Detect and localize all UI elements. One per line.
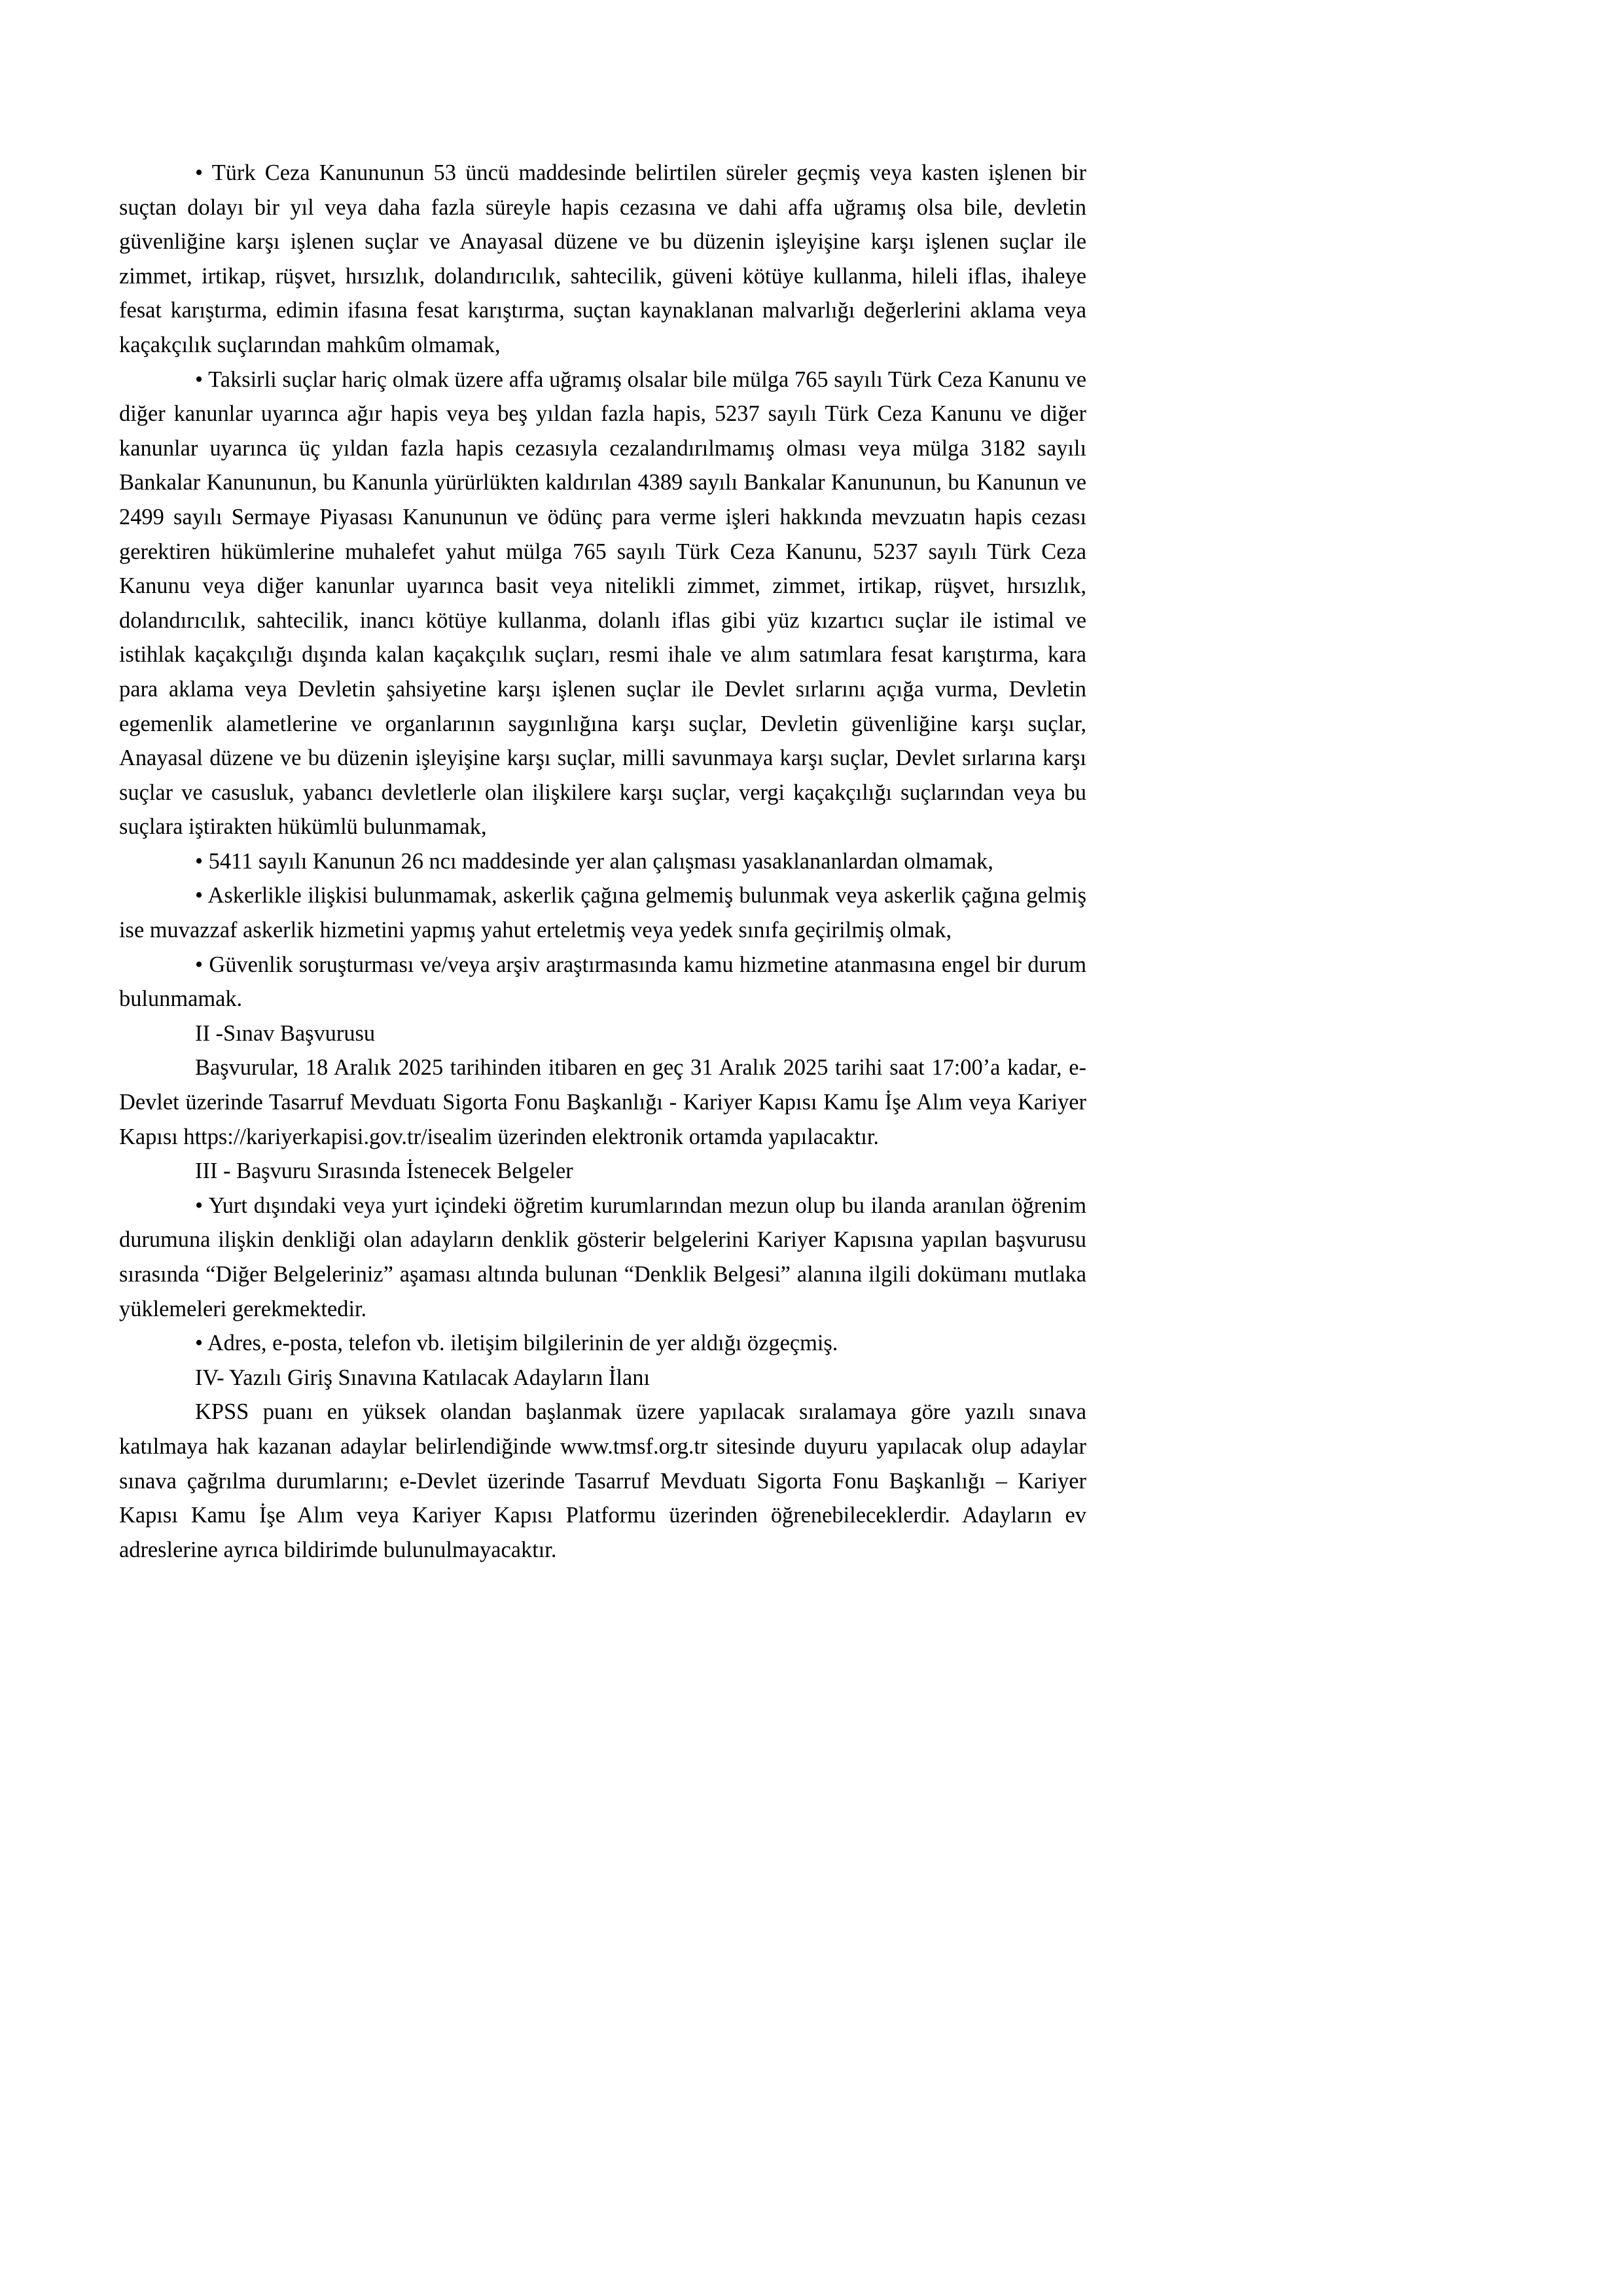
requirement-work-ban: • 5411 sayılı Kanunun 26 ncı maddesinde yer alan çalışması yasaklananlardan olmamak,: [195, 848, 993, 874]
section-heading-documents: III - Başvuru Sırasında İstenecek Belgeler: [195, 1158, 573, 1184]
requirement-military: • Askerlikle ilişkisi bulunmamak, askerlik çağına gelmemiş bulunmak veya askerlik çağına gelmiş ise muvazzaf askerlik hizmetini yapmış yahut erteletmiş veya yedek sınıfa geçirilmiş olmak,: [119, 883, 1086, 943]
document-page: [119, 156, 1086, 1567]
document-cv: • Adres, e-posta, telefon vb. iletişim bilgilerinin de yer aldığı özgeçmiş.: [195, 1331, 838, 1356]
section-heading-application: II -Sınav Başvurusu: [195, 1020, 376, 1046]
announcement-info: KPSS puanı en yüksek olandan başlanmak üzere yapılacak sıralamaya göre yazılı sınava katılmaya hak kazanan adaylar belirlendiğinde www.tmsf.org.tr sitesinde duyuru yapılacak olup adaylar sınava çağrılma durumlarını; e-Devlet üzerinde Tasarruf Mevduatı Sigorta Fonu Başkanlığı – Kariyer Kapısı Kamu İşe Alım veya Kariyer Kapısı Platformu üzerinden öğrenebileceklerdir. Adayların ev adreslerine ayrıca bildirimde bulunulmayacaktır.: [119, 1399, 1086, 1562]
requirement-criminal-record-2: • Taksirli suçlar hariç olmak üzere affa uğramış olsalar bile mülga 765 sayılı Türk Ceza Kanunu ve diğer kanunlar uyarınca ağır hapis veya beş yıldan fazla hapis, 5237 sayılı Türk Ceza Kanunu ve diğer kanunlar uyarınca üç yıldan fazla hapis cezasıyla cezalandırılmamış olması veya mülga 3182 sayılı Bankalar Kanununun, bu Kanunla yürürlükten kaldırılan 4389 sayılı Bankalar Kanununun, bu Kanunun ve 2499 sayılı Sermaye Piyasası Kanununun ve ödünç para verme işleri hakkında mevzuatın hapis cezası gerektiren hükümlerine muhalefet yahut mülga 765 sayılı Türk Ceza Kanunu, 5237 sayılı Türk Ceza Kanunu veya diğer kanunlar uyarınca basit veya nitelikli zimmet, zimmet, irtikap, rüşvet, hırsızlık, dolandırıcılık, sahtecilik, inancı kötüye kullanma, dolanlı iflas gibi yüz kızartıcı suçlar ile istimal ve istihlak kaçakçılığı dışında kalan kaçakçılık suçları, resmi ihale ve alım satımlara fesat karıştırma, kara para aklama veya Devletin şahsiyetine karşı işlenen suçlar ile Devlet sırlarını açığa vurma, Devletin egemenlik alametlerine ve organlarının saygınlığına karşı suçlar, Devletin güvenliğine karşı suçlar, Anayasal düzene ve bu düzenin işleyişine karşı suçlar, milli savunmaya karşı suçlar, Devlet sırlarına karşı suçlar ve casusluk, yabancı devletlerle olan ilişkilere karşı suçlar, vergi kaçakçılığı suçlarından veya bu suçlara iştirakten hükümlü bulunmamak,: [119, 367, 1086, 840]
requirement-criminal-record-1: • Türk Ceza Kanununun 53 üncü maddesinde belirtilen süreler geçmiş veya kasten işlenen bir suçtan dolayı bir yıl veya daha fazla süreyle hapis cezasına ve dahi affa uğramış olsa bile, devletin güvenliğine karşı işlenen suçlar ve Anayasal düzene ve bu düzenin işleyişine karşı işlenen suçlar ile zimmet, irtikap, rüşvet, hırsızlık, dolandırıcılık, sahtecilik, güveni kötüye kullanma, hileli iflas, ihaleye fesat karıştırma, edimin ifasına fesat karıştırma, suçtan kaynaklanan malvarlığı değerlerini aklama veya kaçakçılık suçlarından mahkûm olmamak,: [119, 160, 1086, 357]
section-heading-announcement: IV- Yazılı Giriş Sınavına Katılacak Adayların İlanı: [195, 1365, 650, 1390]
requirement-security-clearance: • Güvenlik soruşturması ve/veya arşiv araştırmasında kamu hizmetine atanmasına engel bir durum bulunmamak.: [119, 952, 1086, 1012]
application-info: Başvurular, 18 Aralık 2025 tarihinden itibaren en geç 31 Aralık 2025 tarihi saat 17:00’a kadar, e-Devlet üzerinde Tasarruf Mevduatı Sigorta Fonu Başkanlığı - Kariyer Kapısı Kamu İşe Alım veya Kariyer Kapısı https://kariyerkapisi.gov.tr/isealim üzerinden elektronik ortamda yapılacaktır.: [119, 1055, 1086, 1149]
document-equivalence: • Yurt dışındaki veya yurt içindeki öğretim kurumlarından mezun olup bu ilanda aranılan öğrenim durumuna ilişkin denkliği olan adayların denklik gösterir belgelerini Kariyer Kapısına yapılan başvurusu sırasında “Diğer Belgeleriniz” aşaması altında bulunan “Denklik Belgesi” alanına ilgili dokümanı mutlaka yüklemeleri gerekmektedir.: [119, 1193, 1086, 1321]
